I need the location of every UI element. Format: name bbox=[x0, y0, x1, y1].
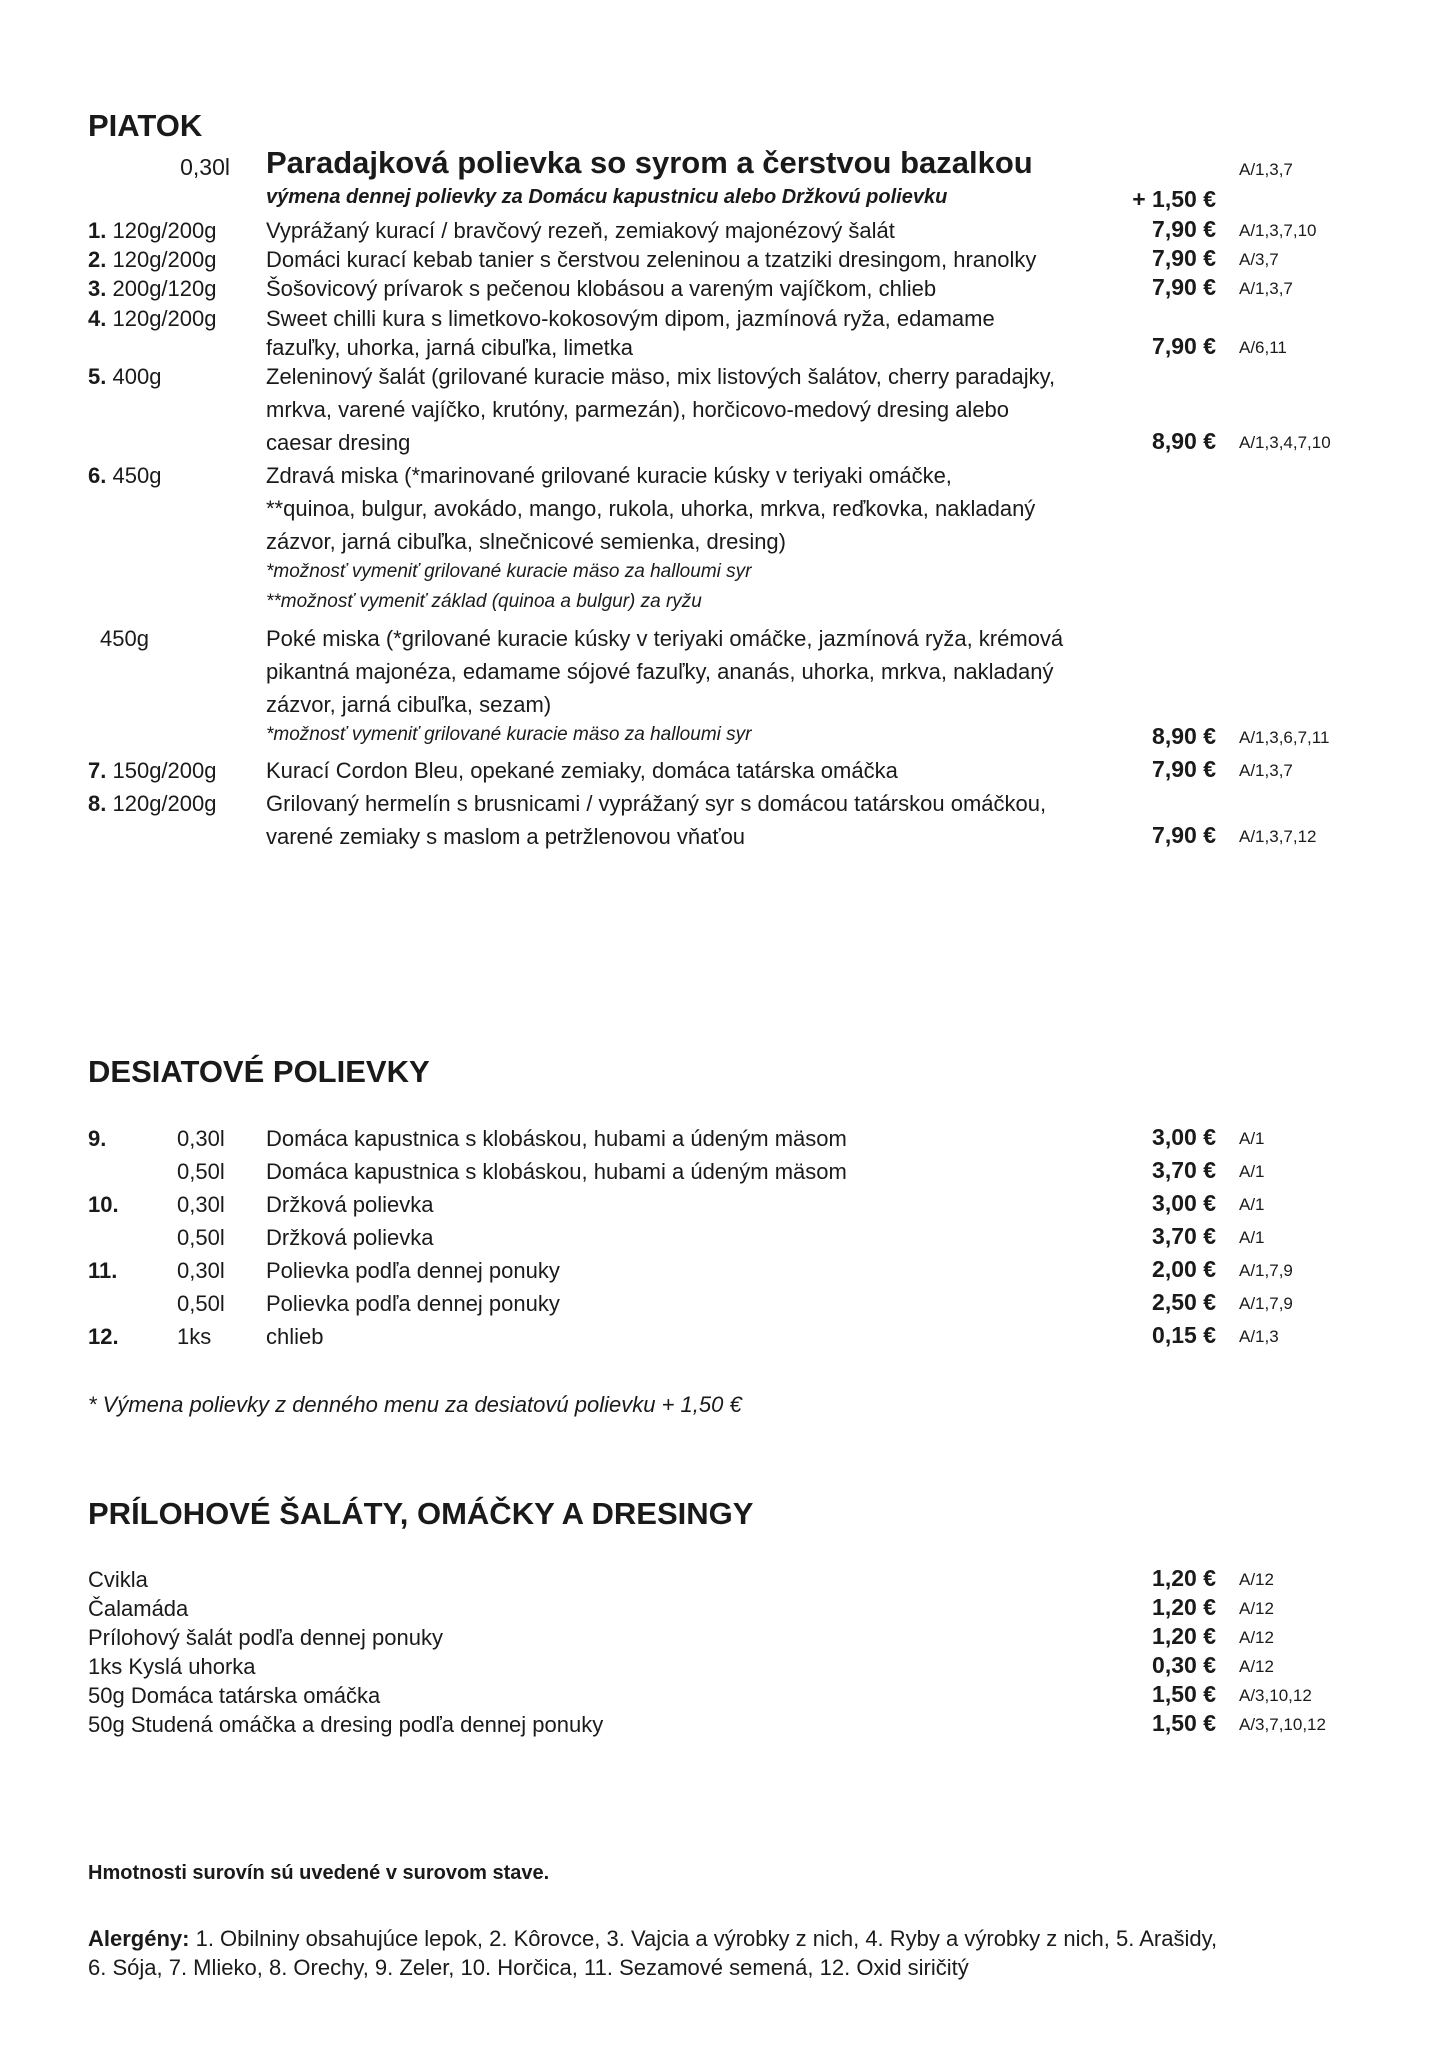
soup-allergens: A/1,7,9 bbox=[1239, 1294, 1293, 1313]
menu-item-price: 7,90 € bbox=[1152, 333, 1216, 359]
menu-item-line: Zdravá miska (*marinované grilované kuracie kúsky v teriyaki omáčke, bbox=[266, 463, 952, 488]
menu-item-number: 1. 120g/200g bbox=[88, 218, 217, 243]
soup-allergens: A/1,3 bbox=[1239, 1327, 1279, 1346]
soup-amount: 0,30l bbox=[177, 1126, 225, 1151]
soup-allergens: A/1 bbox=[1239, 1162, 1265, 1181]
soup-amount: 0,50l bbox=[177, 1291, 225, 1316]
soup-allergens: A/1 bbox=[1239, 1129, 1265, 1148]
menu-item-amount: 450g bbox=[100, 626, 149, 651]
menu-item-line: Šošovicový prívarok s pečenou klobásou a vareným vajíčkom, chlieb bbox=[266, 276, 937, 301]
section-title-prilohove: PRÍLOHOVÉ ŠALÁTY, OMÁČKY A DRESINGY bbox=[88, 1496, 754, 1531]
menu-item-note: **možnosť vymeniť základ (quinoa a bulgur) za ryžu bbox=[266, 591, 702, 612]
soup-name: Polievka podľa dennej ponuky bbox=[266, 1291, 560, 1316]
allergens-legend-line1: Alergény: 1. Obilniny obsahujúce lepok, 2. Kôrovce, 3. Vajcia a výrobky z nich, 4. Ryby a výrobky z nich, 5. Arašidy, bbox=[88, 1926, 1218, 1951]
side-name: 50g Domáca tatárska omáčka bbox=[88, 1683, 381, 1708]
soup-swap-text: výmena dennej polievky za Domácu kapustnicu alebo Držkovú polievku bbox=[266, 186, 948, 208]
soup-name: Domáca kapustnica s klobáskou, hubami a údeným mäsom bbox=[266, 1126, 847, 1151]
soup-allergens: A/1,3,7 bbox=[1239, 160, 1293, 179]
menu-item-line: varené zemiaky s maslom a petržlenovou vňaťou bbox=[266, 824, 746, 849]
menu-item-allergens: A/1,3,7,12 bbox=[1239, 827, 1317, 846]
side-allergens: A/12 bbox=[1239, 1570, 1274, 1589]
menu-item-line: **quinoa, bulgur, avokádo, mango, rukola, uhorka, mrkva, reďkovka, nakladaný bbox=[266, 496, 1036, 521]
side-allergens: A/12 bbox=[1239, 1628, 1274, 1647]
side-name: Prílohový šalát podľa dennej ponuky bbox=[88, 1625, 443, 1650]
menu-item-line: Poké miska (*grilované kuracie kúsky v teriyaki omáčke, jazmínová ryža, krémová bbox=[266, 626, 1064, 651]
soup-price: 2,50 € bbox=[1152, 1289, 1216, 1315]
side-allergens: A/12 bbox=[1239, 1657, 1274, 1676]
soup-swap-price: + 1,50 € bbox=[1132, 186, 1216, 212]
side-price: 1,20 € bbox=[1152, 1565, 1216, 1591]
menu-item-allergens: A/6,11 bbox=[1239, 338, 1287, 357]
menu-item-line: Kurací Cordon Bleu, opekané zemiaky, domáca tatárska omáčka bbox=[266, 758, 898, 783]
soup-number: 9. bbox=[88, 1126, 107, 1151]
menu-item-number: 2. 120g/200g bbox=[88, 247, 217, 272]
menu-item-line: Sweet chilli kura s limetkovo-kokosovým dipom, jazmínová ryža, edamame bbox=[266, 306, 995, 331]
soup-price: 3,70 € bbox=[1152, 1223, 1216, 1249]
side-price: 1,20 € bbox=[1152, 1594, 1216, 1620]
menu-item-line: fazuľky, uhorka, jarná cibuľka, limetka bbox=[266, 335, 634, 360]
side-allergens: A/12 bbox=[1239, 1599, 1274, 1618]
soup-amount: 0,30l bbox=[177, 1258, 225, 1283]
soup-name: Držková polievka bbox=[266, 1192, 434, 1217]
menu-item-price: 7,90 € bbox=[1152, 756, 1216, 782]
menu-item-line: caesar dresing bbox=[266, 430, 411, 455]
menu-item-price: 7,90 € bbox=[1152, 274, 1216, 300]
soup-name: Domáca kapustnica s klobáskou, hubami a údeným mäsom bbox=[266, 1159, 847, 1184]
soup-name: Držková polievka bbox=[266, 1225, 434, 1250]
side-name: 1ks Kyslá uhorka bbox=[88, 1654, 256, 1679]
side-allergens: A/3,10,12 bbox=[1239, 1686, 1312, 1705]
section-title-desiatove: DESIATOVÉ POLIEVKY bbox=[88, 1054, 430, 1089]
soup-title: Paradajková polievka so syrom a čerstvou bazalkou bbox=[266, 145, 1033, 180]
section-title-piatok: PIATOK bbox=[88, 108, 203, 143]
menu-item-number: 6. 450g bbox=[88, 463, 162, 488]
menu-item-line: pikantná majonéza, edamame sójové fazuľky, ananás, uhorka, mrkva, nakladaný bbox=[266, 659, 1054, 684]
menu-item-line: zázvor, jarná cibuľka, slnečnicové semienka, dresing) bbox=[266, 529, 786, 554]
soup-amount: 0,50l bbox=[177, 1225, 225, 1250]
menu-item-price: 7,90 € bbox=[1152, 822, 1216, 848]
menu-item-number: 3. 200g/120g bbox=[88, 276, 217, 301]
soup-name: chlieb bbox=[266, 1324, 324, 1349]
side-price: 1,50 € bbox=[1152, 1710, 1216, 1736]
menu-item-allergens: A/1,3,6,7,11 bbox=[1239, 728, 1330, 747]
menu-item-price: 8,90 € bbox=[1152, 723, 1216, 749]
side-price: 0,30 € bbox=[1152, 1652, 1216, 1678]
soup-amount: 0,50l bbox=[177, 1159, 225, 1184]
side-price: 1,50 € bbox=[1152, 1681, 1216, 1707]
allergens-legend-line2: 6. Sója, 7. Mlieko, 8. Orechy, 9. Zeler, 10. Horčica, 11. Sezamové semená, 12. Oxid siričitý bbox=[88, 1955, 969, 1980]
menu-item-line: Vyprážaný kurací / bravčový rezeň, zemiakový majonézový šalát bbox=[266, 218, 895, 243]
soup-allergens: A/1 bbox=[1239, 1228, 1265, 1247]
soup-allergens: A/1,7,9 bbox=[1239, 1261, 1293, 1280]
menu-item-note: *možnosť vymeniť grilované kuracie mäso za halloumi syr bbox=[266, 561, 752, 582]
menu-item-allergens: A/3,7 bbox=[1239, 250, 1279, 269]
menu-item-number: 4. 120g/200g bbox=[88, 306, 217, 331]
soup-number: 12. bbox=[88, 1324, 119, 1349]
menu-item-line: Domáci kurací kebab tanier s čerstvou zeleninou a tzatziki dresingom, hranolky bbox=[266, 247, 1037, 272]
menu-item-line: Zeleninový šalát (grilované kuracie mäso, mix listových šalátov, cherry paradajky, bbox=[266, 364, 1056, 389]
menu-item-price: 8,90 € bbox=[1152, 428, 1216, 454]
menu-item-line: zázvor, jarná cibuľka, sezam) bbox=[266, 692, 552, 717]
menu-item-note: *možnosť vymeniť grilované kuracie mäso za halloumi syr bbox=[266, 724, 752, 745]
soup-amount: 0,30l bbox=[180, 154, 230, 180]
menu-item-price: 7,90 € bbox=[1152, 216, 1216, 242]
side-name: 50g Studená omáčka a dresing podľa dennej ponuky bbox=[88, 1712, 604, 1737]
menu-item-number: 5. 400g bbox=[88, 364, 162, 389]
menu-item-allergens: A/1,3,7 bbox=[1239, 279, 1293, 298]
soup-amount: 1ks bbox=[177, 1324, 212, 1349]
soup-swap-note: * Výmena polievky z denného menu za desiatovú polievku + 1,50 € bbox=[88, 1392, 742, 1417]
side-price: 1,20 € bbox=[1152, 1623, 1216, 1649]
soup-price: 0,15 € bbox=[1152, 1322, 1216, 1348]
soup-name: Polievka podľa dennej ponuky bbox=[266, 1258, 560, 1283]
soup-number: 11. bbox=[88, 1258, 118, 1283]
menu-item-line: Grilovaný hermelín s brusnicami / vyprážaný syr s domácou tatárskou omáčkou, bbox=[266, 791, 1047, 816]
menu-item-number: 8. 120g/200g bbox=[88, 791, 217, 816]
menu-item-number: 7. 150g/200g bbox=[88, 758, 217, 783]
menu-item-allergens: A/1,3,7,10 bbox=[1239, 221, 1317, 240]
menu-item-allergens: A/1,3,7 bbox=[1239, 761, 1293, 780]
side-allergens: A/3,7,10,12 bbox=[1239, 1715, 1326, 1734]
soup-price: 2,00 € bbox=[1152, 1256, 1216, 1282]
soup-price: 3,00 € bbox=[1152, 1190, 1216, 1216]
soup-number: 10. bbox=[88, 1192, 119, 1217]
side-name: Cvikla bbox=[88, 1567, 148, 1592]
weights-note: Hmotnosti surovín sú uvedené v surovom stave. bbox=[88, 1862, 550, 1884]
menu-item-line: mrkva, varené vajíčko, krutóny, parmezán), horčicovo-medový dresing alebo bbox=[266, 397, 1010, 422]
soup-allergens: A/1 bbox=[1239, 1195, 1265, 1214]
menu-item-allergens: A/1,3,4,7,10 bbox=[1239, 433, 1331, 452]
menu-item-price: 7,90 € bbox=[1152, 245, 1216, 271]
side-name: Čalamáda bbox=[88, 1596, 189, 1621]
soup-price: 3,70 € bbox=[1152, 1157, 1216, 1183]
soup-price: 3,00 € bbox=[1152, 1124, 1216, 1150]
soup-amount: 0,30l bbox=[177, 1192, 225, 1217]
